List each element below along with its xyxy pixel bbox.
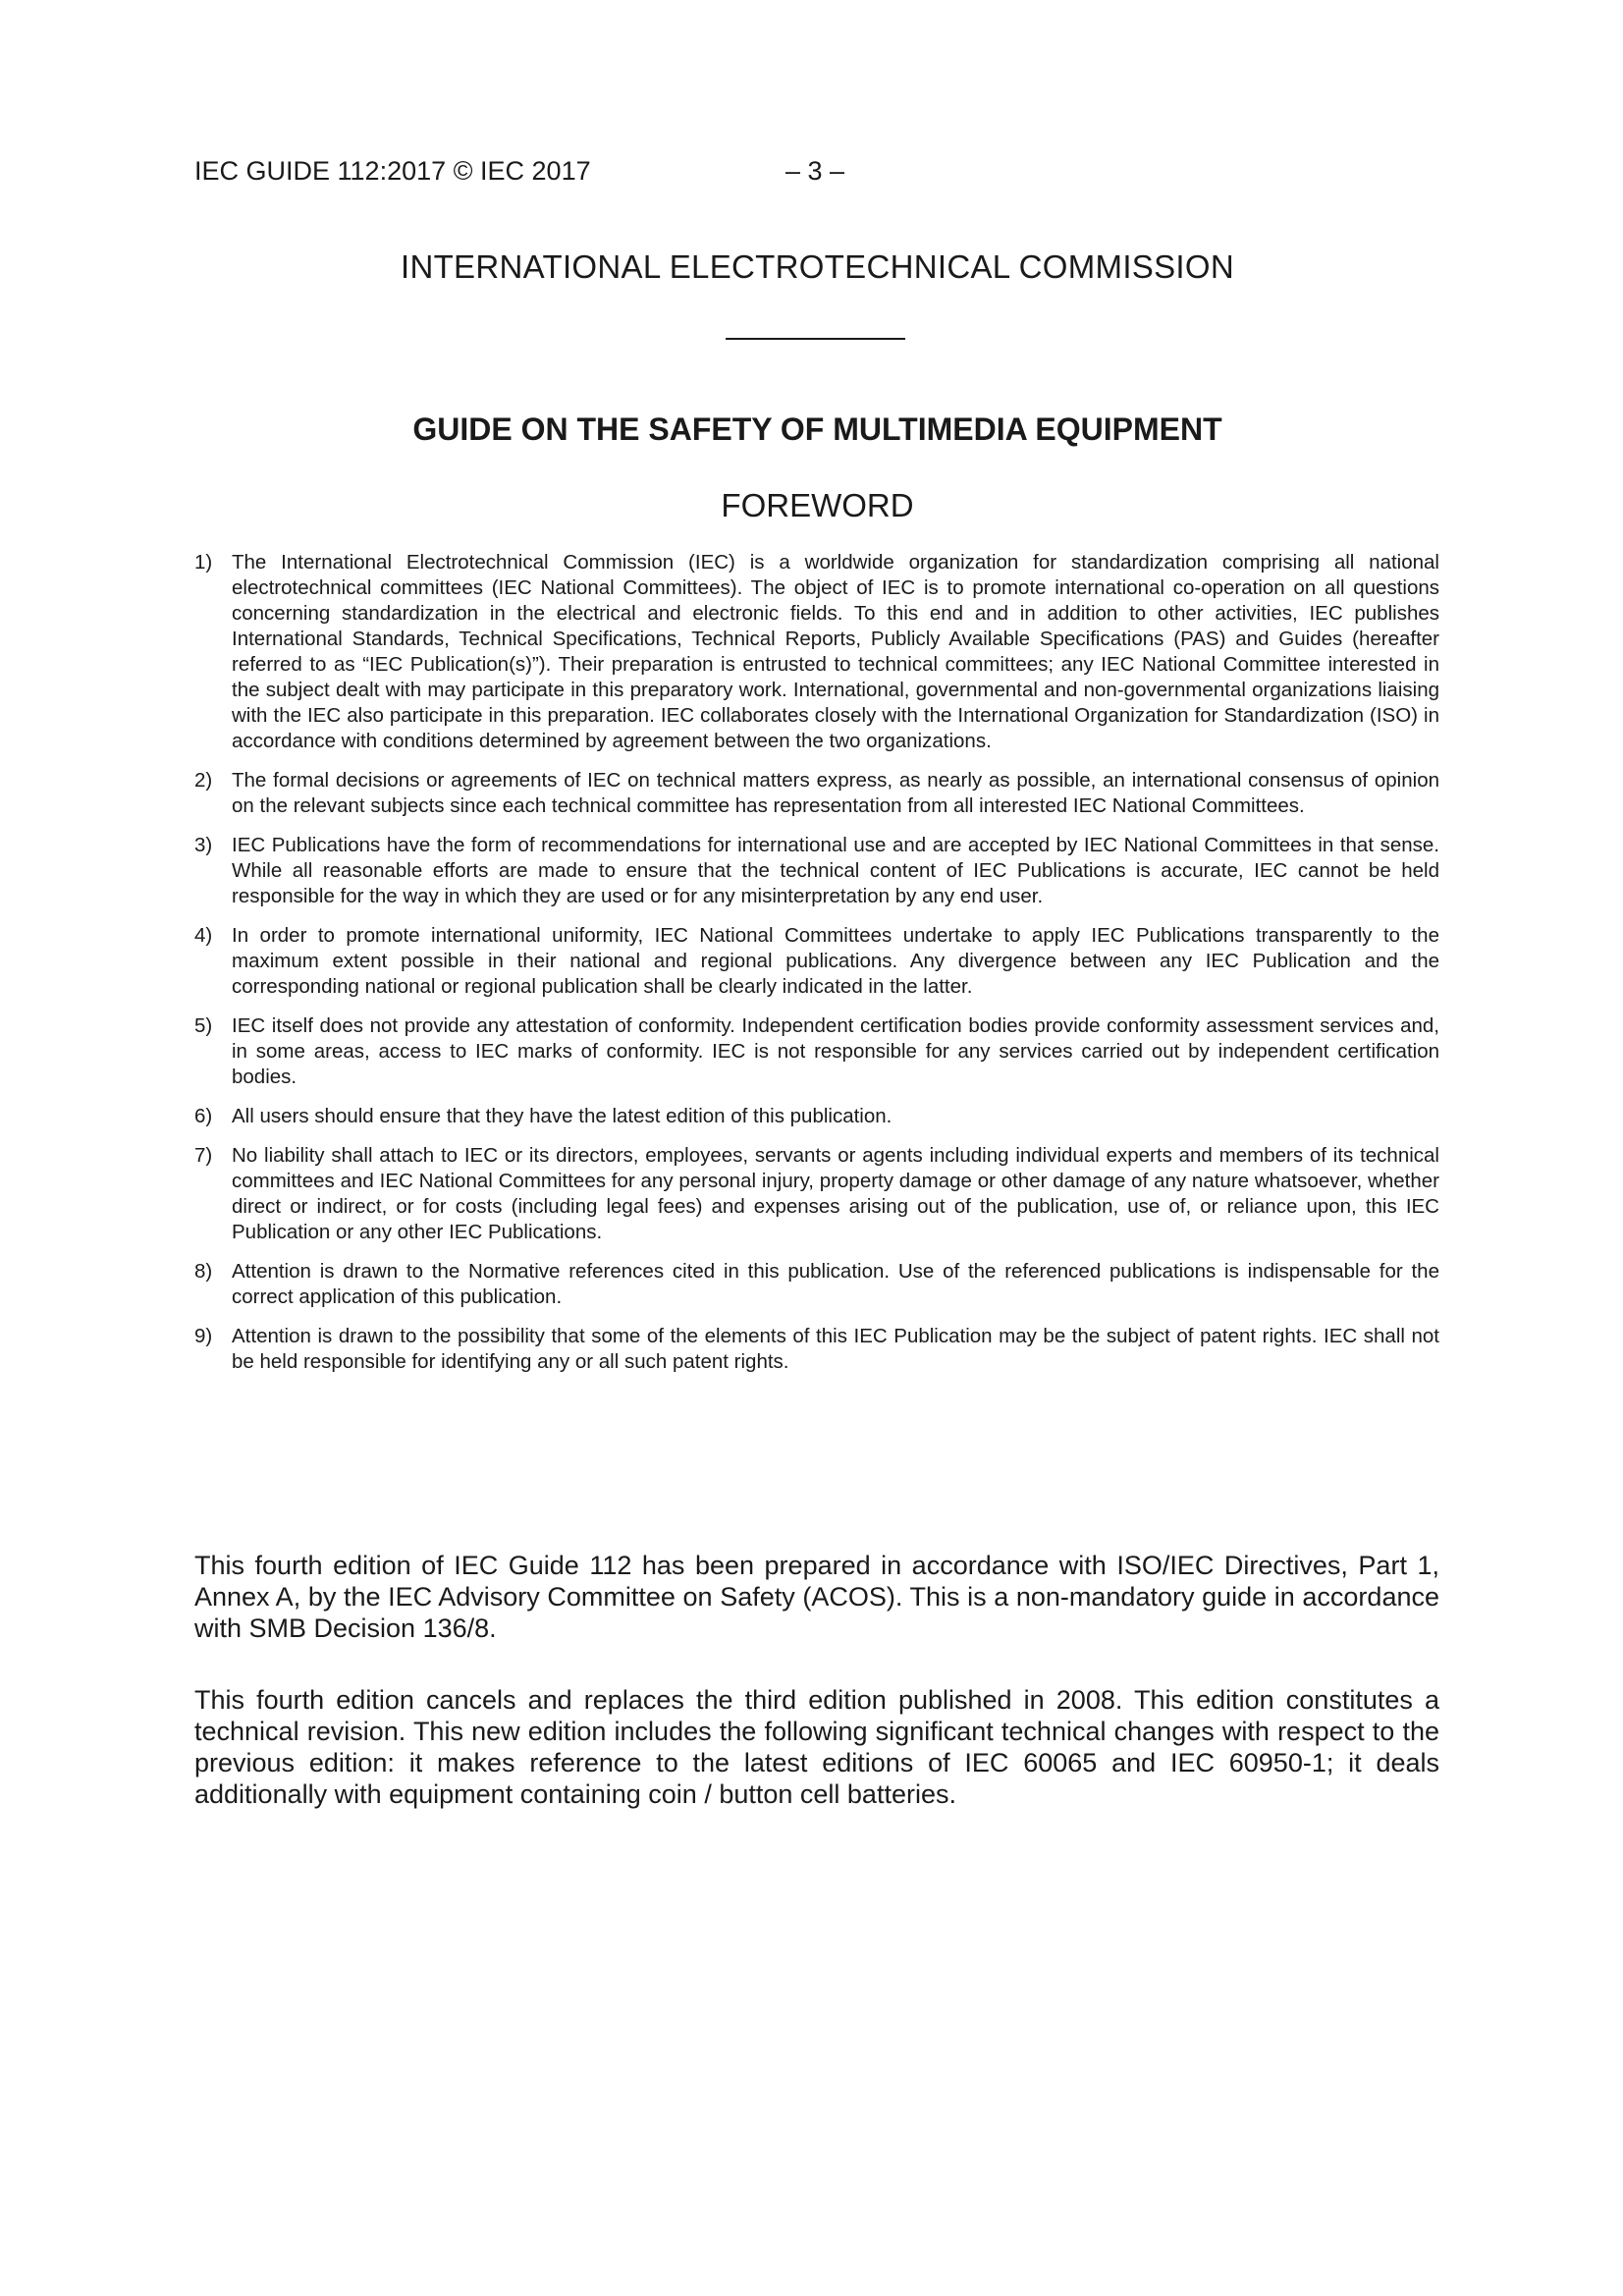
body-paragraph-1: This fourth edition of IEC Guide 112 has been prepared in accordance with ISO/IEC Directives, Part 1, Annex A, by the IEC Advisory Committee on Safety (ACOS). This is a non-mandatory guide in accordance with SMB Decision 136/8.	[194, 1551, 1439, 1643]
item-text: No liability shall attach to IEC or its directors, employees, servants or agents including individual experts and members of its technical committees and IEC National Committees for any personal injury, property damage or other damage of any nature whatsoever, whether direct or indirect, or for costs (including legal fees) and expenses arising out of the publication, use of, or reliance upon, this IEC Publication or any other IEC Publications.	[232, 1144, 1439, 1243]
foreword-item-5	[194, 1013, 1439, 1090]
foreword-item-9	[194, 1324, 1439, 1375]
document-title: GUIDE ON THE SAFETY OF MULTIMEDIA EQUIPMENT	[412, 411, 1222, 447]
foreword-heading: FOREWORD	[721, 487, 914, 523]
foreword-item-8	[194, 1259, 1439, 1310]
body-paragraph-2: This fourth edition cancels and replaces the third edition published in 2008. This edition constitutes a technical revision. This new edition includes the following significant technical changes with respect to the previous edition: it makes reference to the latest editions of IEC 60065 and IEC 60950-1; it deals additionally with equipment containing coin / button cell batteries.	[194, 1685, 1439, 1809]
item-number: 1)	[194, 551, 213, 574]
foreword-item-4	[194, 923, 1439, 1000]
item-number: 5)	[194, 1014, 213, 1037]
item-text: The formal decisions or agreements of IEC on technical matters express, as nearly as possible, an international consensus of opinion on the relevant subjects since each technical committee has representation from all interested IEC National Committees.	[232, 769, 1439, 817]
item-number: 9)	[194, 1325, 213, 1347]
item-number: 2)	[194, 769, 213, 792]
foreword-list	[194, 550, 1439, 1389]
foreword-item-3	[194, 833, 1439, 909]
foreword-item-1	[194, 550, 1439, 754]
item-text: Attention is drawn to the possibility that some of the elements of this IEC Publication may be the subject of patent rights. IEC shall not be held responsible for identifying any or all such patent rights.	[232, 1325, 1439, 1373]
organization-title: INTERNATIONAL ELECTROTECHNICAL COMMISSION	[401, 248, 1234, 285]
item-text: In order to promote international uniformity, IEC National Committees undertake to apply IEC Publications transparently to the maximum extent possible in their national and regional publications. Any divergence between any IEC Publication and the corresponding national or regional publication shall be clearly indicated in the latter.	[232, 924, 1439, 998]
item-text: IEC itself does not provide any attestation of conformity. Independent certification bodies provide conformity assessment services and, in some areas, access to IEC marks of conformity. IEC is not responsible for any services carried out by independent certification bodies.	[232, 1014, 1439, 1088]
item-number: 6)	[194, 1105, 213, 1127]
item-text: IEC Publications have the form of recommendations for international use and are accepted by IEC National Committees in that sense. While all reasonable efforts are made to ensure that the technical content of IEC Publications is accurate, IEC cannot be held responsible for the way in which they are used or for any misinterpretation by any end user.	[232, 834, 1439, 907]
foreword-item-6	[194, 1104, 1439, 1129]
item-number: 4)	[194, 924, 213, 947]
item-text: Attention is drawn to the Normative references cited in this publication. Use of the referenced publications is indispensable for the correct application of this publication.	[232, 1260, 1439, 1308]
foreword-item-2	[194, 768, 1439, 819]
title-divider	[726, 338, 905, 340]
item-number: 8)	[194, 1260, 213, 1283]
foreword-item-7	[194, 1143, 1439, 1245]
item-text: All users should ensure that they have the latest edition of this publication.	[232, 1105, 893, 1127]
page-number: – 3 –	[785, 156, 845, 186]
item-number: 7)	[194, 1144, 213, 1167]
item-text: The International Electrotechnical Commission (IEC) is a worldwide organization for standardization comprising all national electrotechnical committees (IEC National Committees). The object of IEC is to promote international co-operation on all questions concerning standardization in the electrical and electronic fields. To this end and in addition to other activities, IEC publishes International Standards, Technical Specifications, Technical Reports, Publicly Available Specifications (PAS) and Guides (hereafter referred to as “IEC Publication(s)”). Their preparation is entrusted to technical committees; any IEC National Committee interested in the subject dealt with may participate in this preparatory work. International, governmental and non-governmental organizations liaising with the IEC also participate in this preparation. IEC collaborates closely with the International Organization for Standardization (ISO) in accordance with conditions determined by agreement between the two organizations.	[232, 551, 1439, 752]
running-head: IEC GUIDE 112:2017 © IEC 2017	[194, 156, 591, 186]
item-number: 3)	[194, 834, 213, 856]
